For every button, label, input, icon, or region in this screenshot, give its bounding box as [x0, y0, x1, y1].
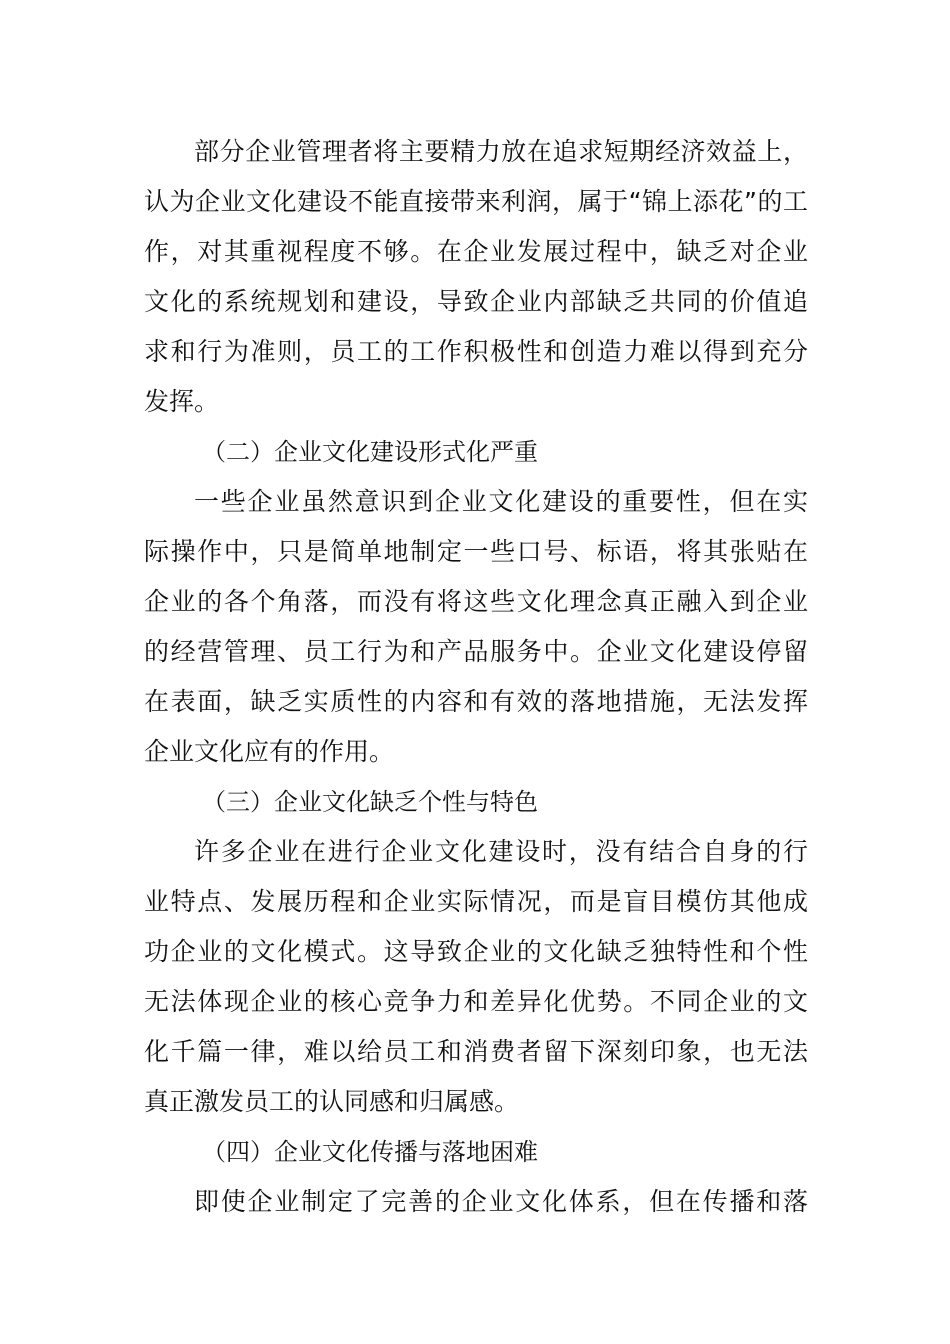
text-line: 真正激发员工的认同感和归属感。: [144, 1087, 520, 1116]
text-line: 许多企业在进行企业文化建设时，没有结合自身的行: [194, 837, 808, 866]
text-line: 认为企业文化建设不能直接带来利润，属于“锦上添花”的工: [144, 187, 808, 216]
text-line: 企业的各个角落，而没有将这些文化理念真正融入到企业: [144, 587, 808, 616]
text-line: 在表面，缺乏实质性的内容和有效的落地措施，无法发挥: [144, 687, 808, 716]
text-line: 化千篇一律，难以给员工和消费者留下深刻印象，也无法: [144, 1037, 808, 1066]
paragraph: [144, 477, 808, 777]
text-line: 际操作中，只是简单地制定一些口号、标语，将其张贴在: [144, 537, 808, 566]
text-line: 一些企业虽然意识到企业文化建设的重要性，但在实: [194, 487, 808, 516]
section-heading: （三）企业文化缺乏个性与特色: [202, 788, 538, 816]
text-line: 企业文化应有的作用。: [144, 737, 395, 766]
text-line: 文化的系统规划和建设，导致企业内部缺乏共同的价值追: [144, 287, 808, 316]
paragraph: [144, 827, 808, 1127]
paragraph: [144, 1177, 808, 1227]
text-line: 部分企业管理者将主要精力放在追求短期经济效益上，: [194, 137, 808, 166]
text-line: 的经营管理、员工行为和产品服务中。企业文化建设停留: [144, 637, 808, 666]
text-line: 发挥。: [144, 387, 220, 416]
text-line: 作，对其重视程度不够。在企业发展过程中，缺乏对企业: [144, 237, 808, 266]
text-line: 功企业的文化模式。这导致企业的文化缺乏独特性和个性: [144, 937, 808, 966]
text-line: 即使企业制定了完善的企业文化体系，但在传播和落: [194, 1187, 808, 1216]
section-heading: （二）企业文化建设形式化严重: [202, 438, 538, 466]
text-line: 业特点、发展历程和企业实际情况，而是盲目模仿其他成: [144, 887, 808, 916]
document-body: [144, 127, 808, 1227]
section-heading: （四）企业文化传播与落地困难: [202, 1138, 538, 1166]
paragraph: [144, 127, 808, 427]
text-line: 无法体现企业的核心竞争力和差异化优势。不同企业的文: [144, 987, 808, 1016]
text-line: 求和行为准则，员工的工作积极性和创造力难以得到充分: [144, 337, 808, 366]
